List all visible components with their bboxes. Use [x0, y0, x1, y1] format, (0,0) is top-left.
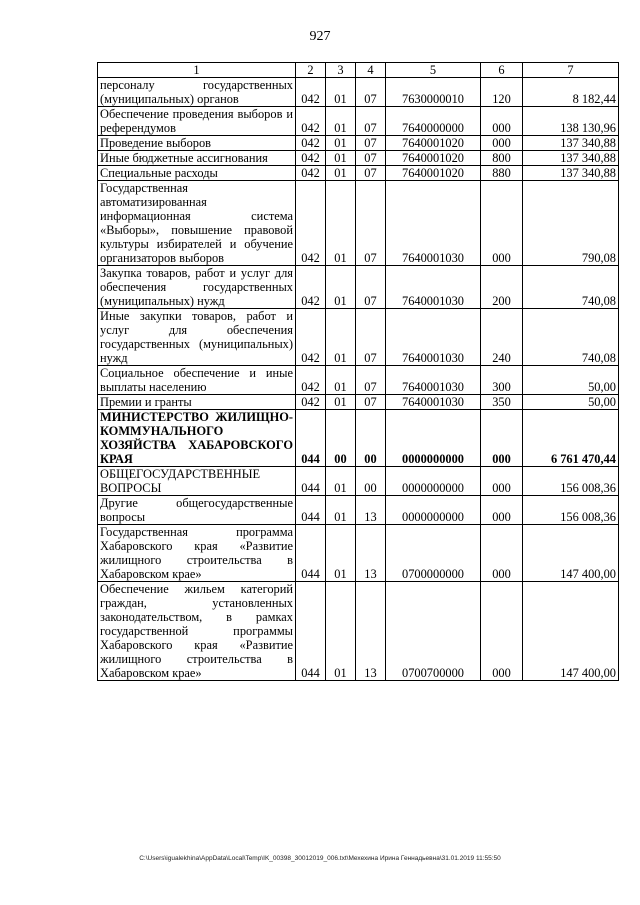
table-row: [98, 78, 619, 107]
table-row: [98, 266, 619, 309]
target-article-cell: 7640001020: [386, 166, 481, 181]
expense-type-cell: 000: [481, 181, 523, 266]
amount-cell: 50,00: [523, 366, 619, 395]
amount-cell: 740,08: [523, 309, 619, 366]
column-header: 4: [356, 63, 386, 78]
ministry-code-cell: 042: [296, 166, 326, 181]
table-header-row: [98, 63, 619, 78]
target-article-cell: 7640001030: [386, 395, 481, 410]
column-header: 3: [326, 63, 356, 78]
table-row: [98, 582, 619, 681]
section-code-cell: 01: [326, 309, 356, 366]
ministry-code-cell: 044: [296, 496, 326, 525]
amount-cell: 740,08: [523, 266, 619, 309]
section-code-cell: 01: [326, 166, 356, 181]
row-name-cell: Государственная программа Хабаровского края «Развитие жилищного строительства в Хабаровском крае»: [98, 525, 296, 582]
expense-type-cell: 000: [481, 467, 523, 496]
row-name-cell: Специальные расходы: [98, 166, 296, 181]
section-code-cell: 01: [326, 467, 356, 496]
amount-cell: 147 400,00: [523, 525, 619, 582]
column-header: 6: [481, 63, 523, 78]
expense-type-cell: 000: [481, 136, 523, 151]
ministry-code-cell: 042: [296, 181, 326, 266]
row-name-cell: Иные закупки товаров, работ и услуг для обеспечения государственных (муниципальных) нужд: [98, 309, 296, 366]
target-article-cell: 7640001020: [386, 136, 481, 151]
subsection-code-cell: 00: [356, 467, 386, 496]
subsection-code-cell: 07: [356, 309, 386, 366]
footer-file-path: C:\Users\igualekhina\AppData\Local\Temp\IK_00398_30012019_006.txt\Мехехина Ирина Геннадьевна\31.01.2019 11:55:50: [139, 855, 501, 862]
expense-type-cell: 300: [481, 366, 523, 395]
row-name-cell: Обеспечение жильем категорий граждан, установленных законодательством, в рамках государственной программы Хабаровского края «Развитие жилищного строительства в Хабаровском крае»: [98, 582, 296, 681]
row-name-cell: Премии и гранты: [98, 395, 296, 410]
amount-cell: 156 008,36: [523, 467, 619, 496]
amount-cell: 137 340,88: [523, 166, 619, 181]
section-code-cell: 01: [326, 136, 356, 151]
budget-table: [97, 62, 619, 681]
section-code-cell: 00: [326, 410, 356, 467]
subsection-code-cell: 07: [356, 107, 386, 136]
row-name-cell: Проведение выборов: [98, 136, 296, 151]
table-row: [98, 496, 619, 525]
subsection-code-cell: 00: [356, 410, 386, 467]
ministry-code-cell: 042: [296, 366, 326, 395]
row-name-cell: Государственная автоматизированная информационная система «Выборы», повышение правовой культуры избирателей и обучение организаторов выборов: [98, 181, 296, 266]
target-article-cell: 7640001030: [386, 266, 481, 309]
section-code-cell: 01: [326, 366, 356, 395]
section-code-cell: 01: [326, 496, 356, 525]
ministry-code-cell: 042: [296, 107, 326, 136]
subsection-code-cell: 07: [356, 395, 386, 410]
expense-type-cell: 000: [481, 410, 523, 467]
row-name-cell: ОБЩЕГОСУДАРСТВЕННЫЕ ВОПРОСЫ: [98, 467, 296, 496]
expense-type-cell: 800: [481, 151, 523, 166]
subsection-code-cell: 13: [356, 582, 386, 681]
target-article-cell: 0700700000: [386, 582, 481, 681]
ministry-code-cell: 042: [296, 309, 326, 366]
table-row: [98, 136, 619, 151]
amount-cell: 6 761 470,44: [523, 410, 619, 467]
target-article-cell: 7640001030: [386, 309, 481, 366]
table-row: [98, 309, 619, 366]
page-number: 927: [309, 29, 331, 44]
amount-cell: 50,00: [523, 395, 619, 410]
amount-cell: 790,08: [523, 181, 619, 266]
target-article-cell: 0700000000: [386, 525, 481, 582]
expense-type-cell: 000: [481, 496, 523, 525]
ministry-code-cell: 042: [296, 136, 326, 151]
ministry-code-cell: 044: [296, 467, 326, 496]
expense-type-cell: 350: [481, 395, 523, 410]
subsection-code-cell: 13: [356, 525, 386, 582]
subsection-code-cell: 13: [356, 496, 386, 525]
table-row: [98, 525, 619, 582]
table-row: [98, 166, 619, 181]
section-code-cell: 01: [326, 266, 356, 309]
target-article-cell: 0000000000: [386, 496, 481, 525]
amount-cell: 137 340,88: [523, 151, 619, 166]
expense-type-cell: 000: [481, 107, 523, 136]
column-header: 1: [98, 63, 296, 78]
row-name-cell: Закупка товаров, работ и услуг для обеспечения государственных (муниципальных) нужд: [98, 266, 296, 309]
column-header: 2: [296, 63, 326, 78]
subsection-code-cell: 07: [356, 166, 386, 181]
table-row: [98, 181, 619, 266]
table-row: [98, 395, 619, 410]
section-code-cell: 01: [326, 395, 356, 410]
expense-type-cell: 000: [481, 525, 523, 582]
row-name-cell: персоналу государственных (муниципальных) органов: [98, 78, 296, 107]
target-article-cell: 7640001030: [386, 181, 481, 266]
ministry-code-cell: 044: [296, 525, 326, 582]
section-code-cell: 01: [326, 181, 356, 266]
ministry-code-cell: 042: [296, 151, 326, 166]
section-code-cell: 01: [326, 78, 356, 107]
table-row: [98, 366, 619, 395]
expense-type-cell: 120: [481, 78, 523, 107]
table-row: [98, 107, 619, 136]
target-article-cell: 0000000000: [386, 410, 481, 467]
section-code-cell: 01: [326, 525, 356, 582]
table-body: [98, 78, 619, 681]
expense-type-cell: 200: [481, 266, 523, 309]
ministry-code-cell: 044: [296, 582, 326, 681]
row-name-cell: Другие общегосударственные вопросы: [98, 496, 296, 525]
expense-type-cell: 240: [481, 309, 523, 366]
ministry-code-cell: 042: [296, 78, 326, 107]
subsection-code-cell: 07: [356, 78, 386, 107]
section-code-cell: 01: [326, 107, 356, 136]
amount-cell: 137 340,88: [523, 136, 619, 151]
ministry-code-cell: 044: [296, 410, 326, 467]
column-header: 5: [386, 63, 481, 78]
column-header: 7: [523, 63, 619, 78]
subsection-code-cell: 07: [356, 266, 386, 309]
table-row: [98, 151, 619, 166]
target-article-cell: 0000000000: [386, 467, 481, 496]
expense-type-cell: 000: [481, 582, 523, 681]
ministry-code-cell: 042: [296, 395, 326, 410]
amount-cell: 138 130,96: [523, 107, 619, 136]
row-name-cell: МИНИСТЕРСТВО ЖИЛИЩНО-КОММУНАЛЬНОГО ХОЗЯЙСТВА ХАБАРОВСКОГО КРАЯ: [98, 410, 296, 467]
subsection-code-cell: 07: [356, 366, 386, 395]
amount-cell: 156 008,36: [523, 496, 619, 525]
amount-cell: 8 182,44: [523, 78, 619, 107]
target-article-cell: 7640001020: [386, 151, 481, 166]
target-article-cell: 7630000010: [386, 78, 481, 107]
row-name-cell: Иные бюджетные ассигнования: [98, 151, 296, 166]
row-name-cell: Обеспечение проведения выборов и референдумов: [98, 107, 296, 136]
section-code-cell: 01: [326, 582, 356, 681]
table-row: [98, 467, 619, 496]
subsection-code-cell: 07: [356, 151, 386, 166]
target-article-cell: 7640000000: [386, 107, 481, 136]
ministry-code-cell: 042: [296, 266, 326, 309]
expense-type-cell: 880: [481, 166, 523, 181]
section-code-cell: 01: [326, 151, 356, 166]
table-row: [98, 410, 619, 467]
subsection-code-cell: 07: [356, 136, 386, 151]
amount-cell: 147 400,00: [523, 582, 619, 681]
target-article-cell: 7640001030: [386, 366, 481, 395]
row-name-cell: Социальное обеспечение и иные выплаты населению: [98, 366, 296, 395]
subsection-code-cell: 07: [356, 181, 386, 266]
